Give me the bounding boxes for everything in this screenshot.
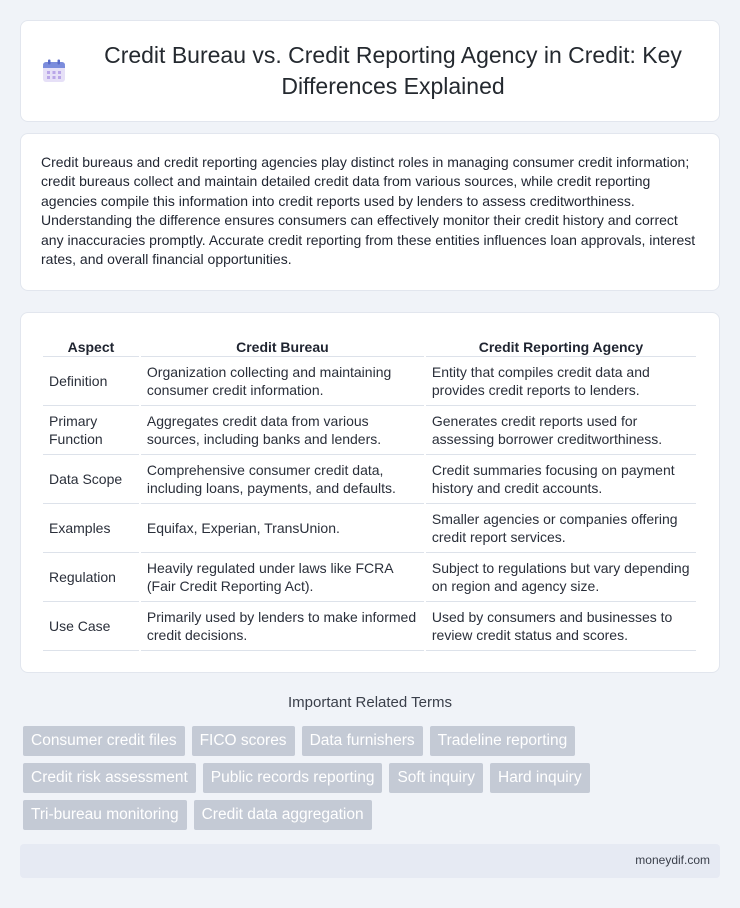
cell-aspect: Primary Function (43, 406, 139, 455)
table-row (43, 504, 696, 553)
cell-bureau: Equifax, Experian, TransUnion. (141, 504, 424, 553)
cell-agency: Credit summaries focusing on payment history and credit accounts. (426, 455, 696, 504)
intro-paragraph: Credit bureaus and credit reporting agencies play distinct roles in managing consumer credit information; credit bureaus collect and maintain detailed credit data from various sources, while credit reporting agencies compile this information into credit reports used by lenders to assess creditworthiness. Understanding the difference ensures consumers can effectively monitor their credit history and correct any inaccuracies promptly. Accurate credit reporting from these entities influences loan approvals, interest rates, and overall financial opportunities. (41, 154, 696, 268)
table-row (43, 602, 696, 651)
cell-agency: Generates credit reports used for assessing borrower creditworthiness. (426, 406, 696, 455)
cell-agency: Smaller agencies or companies offering credit report services. (426, 504, 696, 553)
cell-bureau: Aggregates credit data from various sources, including banks and lenders. (141, 406, 424, 455)
footer (20, 844, 720, 878)
table-row (43, 553, 696, 602)
footer-site[interactable]: moneydif.com (635, 853, 710, 867)
page-title: Credit Bureau vs. Credit Reporting Agency in Credit: Key Differences Explained (104, 42, 682, 99)
related-terms-heading: Important Related Terms (288, 694, 452, 711)
cell-agency: Entity that compiles credit data and provides credit reports to lenders. (426, 357, 696, 406)
related-terms-list (23, 726, 723, 837)
tag-credit-data-aggregation[interactable]: Credit data aggregation (194, 800, 372, 830)
header-credit-reporting-agency: Credit Reporting Agency (426, 334, 696, 357)
cell-aspect: Examples (43, 504, 139, 553)
cell-bureau: Primarily used by lenders to make informed credit decisions. (141, 602, 424, 651)
comparison-card (20, 312, 720, 673)
tag-consumer-credit-files[interactable]: Consumer credit files (23, 726, 185, 756)
tag-credit-risk-assessment[interactable]: Credit risk assessment (23, 763, 196, 793)
calendar-icon (41, 58, 67, 84)
cell-agency: Subject to regulations but vary depending on region and agency size. (426, 553, 696, 602)
cell-bureau: Comprehensive consumer credit data, including loans, payments, and defaults. (141, 455, 424, 504)
table-row (43, 455, 696, 504)
cell-aspect: Definition (43, 357, 139, 406)
tag-soft-inquiry[interactable]: Soft inquiry (389, 763, 483, 793)
title-card (20, 20, 720, 122)
table-row (43, 406, 696, 455)
cell-aspect: Use Case (43, 602, 139, 651)
header-aspect: Aspect (43, 334, 139, 357)
cell-agency: Used by consumers and businesses to review credit status and scores. (426, 602, 696, 651)
table-row (43, 357, 696, 406)
cell-bureau: Organization collecting and maintaining consumer credit information. (141, 357, 424, 406)
comparison-table (41, 334, 698, 651)
cell-aspect: Regulation (43, 553, 139, 602)
header-credit-bureau: Credit Bureau (141, 334, 424, 357)
tag-tri-bureau-monitoring[interactable]: Tri-bureau monitoring (23, 800, 187, 830)
tag-public-records-reporting[interactable]: Public records reporting (203, 763, 383, 793)
intro-card (20, 133, 720, 291)
tag-tradeline-reporting[interactable]: Tradeline reporting (430, 726, 576, 756)
table-header-row (43, 334, 696, 357)
tag-hard-inquiry[interactable]: Hard inquiry (490, 763, 590, 793)
tag-fico-scores[interactable]: FICO scores (192, 726, 295, 756)
cell-bureau: Heavily regulated under laws like FCRA (Fair Credit Reporting Act). (141, 553, 424, 602)
cell-aspect: Data Scope (43, 455, 139, 504)
tag-data-furnishers[interactable]: Data furnishers (302, 726, 423, 756)
